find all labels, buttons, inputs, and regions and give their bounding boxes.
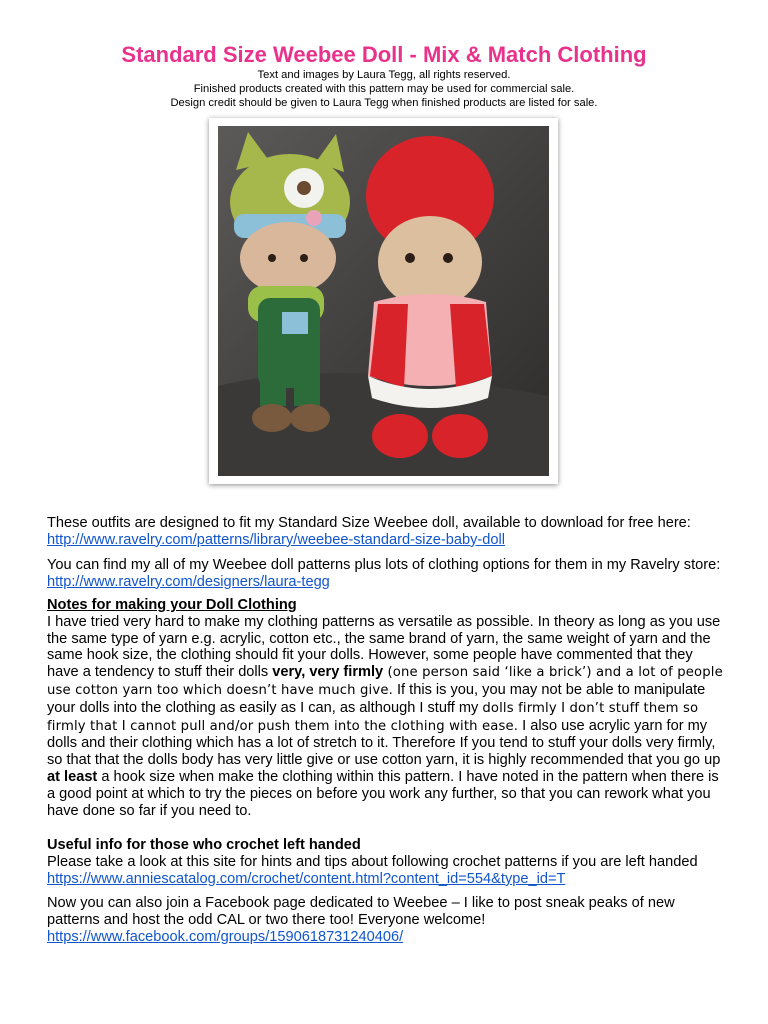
intro-paragraph — [47, 515, 727, 549]
doll-photo-image — [218, 126, 549, 476]
notes-text: If this is you, you may not be able to manipulate your dolls into the clothing as easily as I can, as although I stuff my — [47, 681, 706, 716]
weebee-pattern-link[interactable]: http://www.ravelry.com/patterns/library/weebee-standard-size-baby-doll — [47, 531, 505, 548]
credit-line-1: Text and images by Laura Tegg, all rights reserved. — [257, 69, 511, 81]
ravelry-store-text: You can find my all of my Weebee doll patterns plus lots of clothing options for them in my Ravelry store: — [47, 557, 721, 573]
notes-emphasis: very, very firmly — [272, 664, 384, 681]
left-handed-body — [47, 854, 727, 888]
notes-text: (one person said ‘like a brick’) and a lot of people use cotton yarn too which doesn’t have much give. — [47, 665, 723, 698]
notes-heading: Notes for making your Doll Clothing — [47, 597, 297, 613]
document-title: Standard Size Weebee Doll - Mix & Match Clothing — [121, 42, 647, 67]
facebook-text: Now you can also join a Facebook page dedicated to Weebee – I like to post sneak peaks of new patterns and host the odd CAL or two there too! Everyone welcome! — [47, 895, 675, 928]
ravelry-store-link[interactable]: http://www.ravelry.com/designers/laura-tegg — [47, 573, 330, 590]
doll-photo — [209, 118, 558, 484]
left-handed-heading: Useful info for those who crochet left handed — [47, 837, 361, 853]
credit-line-3: Design credit should be given to Laura Tegg when finished products are listed for sale. — [170, 97, 598, 109]
intro-text: These outfits are designed to fit my Standard Size Weebee doll, available to download for free here: — [47, 515, 691, 531]
facebook-section — [47, 895, 727, 945]
facebook-group-link[interactable]: https://www.facebook.com/groups/1590618731240406/ — [47, 928, 404, 945]
left-handed-text: Please take a look at this site for hints and tips about following crochet patterns if you are left handed — [47, 853, 698, 870]
left-handed-section — [47, 837, 727, 887]
notes-text: I also use acrylic yarn for my dolls and their clothing which has a lot of stretch to it. Therefore If you tend to stuff your dolls very firmly, so that that the dolls body has very little give or use cotton yarn, it is highly recommended that you go up — [47, 717, 721, 769]
notes-text: dolls firmly I don’t stuff them so firmly that I cannot pull and/or push them into the clothing with ease. — [47, 700, 699, 734]
notes-emphasis: at least — [47, 768, 98, 785]
notes-text: a hook size when make the clothing within this pattern. I have noted in the pattern when there is a good point at which to try the pieces on before you work any further, so that you can rework what you have done so far if you need to. — [47, 768, 719, 819]
notes-text: I have tried very hard to make my clothing patterns as versatile as possible. In theory as long as you use the same type of yarn e.g. acrylic, cotton etc., the same brand of yarn, the same weight of yarn and the same hook size, the clothing should fit your dolls. However, some people have commented that they have a tendency to stuff their dolls — [47, 613, 721, 681]
notes-body — [47, 614, 727, 820]
credit-line-2: Finished products created with this pattern may be used for commercial sale. — [193, 83, 575, 95]
annies-catalog-link[interactable]: https://www.anniescatalog.com/crochet/content.html?content_id=554&type_id=T — [47, 870, 566, 887]
ravelry-store-paragraph — [47, 557, 727, 591]
notes-section — [47, 597, 727, 819]
